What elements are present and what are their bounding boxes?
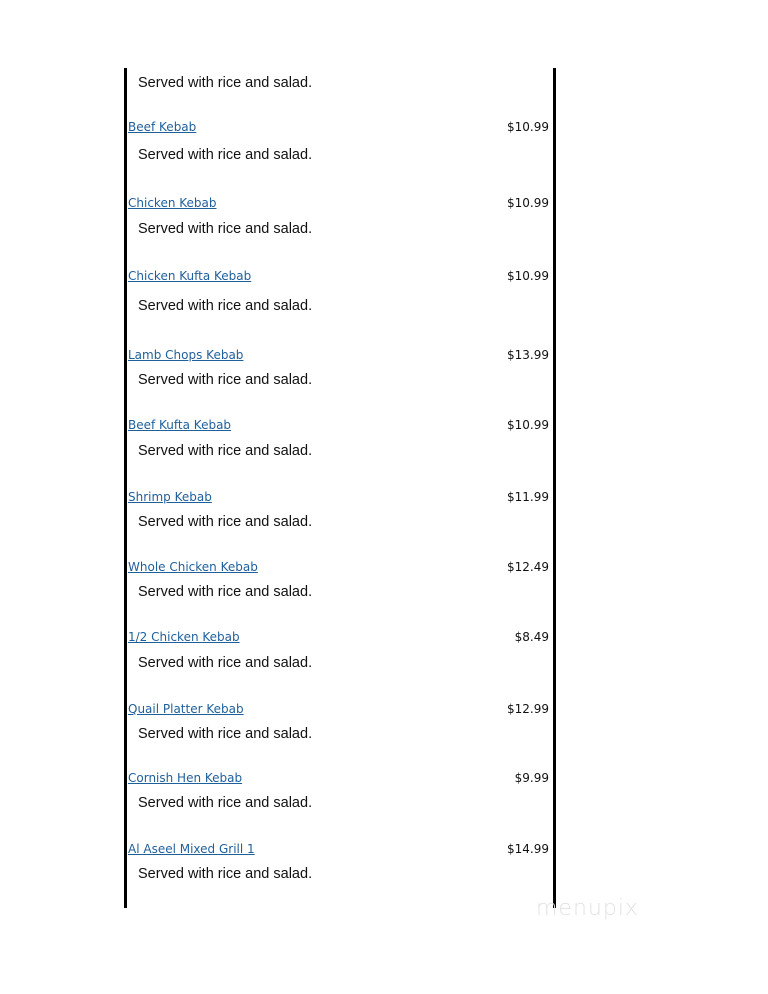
item-price: $11.99 xyxy=(507,490,549,504)
item-name-link[interactable]: Chicken Kebab xyxy=(128,196,217,210)
item-name-link[interactable]: Beef Kufta Kebab xyxy=(128,418,232,432)
item-description: Served with rice and salad. xyxy=(138,655,313,671)
item-name-link[interactable]: Beef Kebab xyxy=(128,120,197,134)
item-name-link[interactable]: Lamb Chops Kebab xyxy=(128,348,244,362)
item-name-link[interactable]: Whole Chicken Kebab xyxy=(128,560,258,574)
item-name-link[interactable]: 1/2 Chicken Kebab xyxy=(128,630,240,644)
item-name-link[interactable]: Cornish Hen Kebab xyxy=(128,771,243,785)
item-price: $10.99 xyxy=(507,418,549,432)
item-price: $8.49 xyxy=(514,630,549,644)
item-description: Served with rice and salad. xyxy=(138,726,313,742)
item-description: Served with rice and salad. xyxy=(138,795,313,811)
item-price: $10.99 xyxy=(507,269,549,283)
item-name-link[interactable]: Shrimp Kebab xyxy=(128,490,212,504)
item-price: $10.99 xyxy=(507,120,549,134)
item-description: Served with rice and salad. xyxy=(138,75,313,91)
item-description: Served with rice and salad. xyxy=(138,147,313,163)
item-name-link[interactable]: Al Aseel Mixed Grill 1 xyxy=(128,842,255,856)
item-price: $13.99 xyxy=(507,348,549,362)
item-price: $14.99 xyxy=(507,842,549,856)
item-name-link[interactable]: Chicken Kufta Kebab xyxy=(128,269,252,283)
item-price: $10.99 xyxy=(507,196,549,210)
menupix-watermark: menupix xyxy=(536,896,639,921)
item-description: Served with rice and salad. xyxy=(138,221,313,237)
item-description: Served with rice and salad. xyxy=(138,584,313,600)
item-price: $9.99 xyxy=(514,771,549,785)
item-description: Served with rice and salad. xyxy=(138,443,313,459)
item-description: Served with rice and salad. xyxy=(138,514,313,530)
item-description: Served with rice and salad. xyxy=(138,298,313,314)
item-description: Served with rice and salad. xyxy=(138,866,313,882)
item-price: $12.49 xyxy=(507,560,549,574)
item-description: Served with rice and salad. xyxy=(138,372,313,388)
item-name-link[interactable]: Quail Platter Kebab xyxy=(128,702,244,716)
item-price: $12.99 xyxy=(507,702,549,716)
